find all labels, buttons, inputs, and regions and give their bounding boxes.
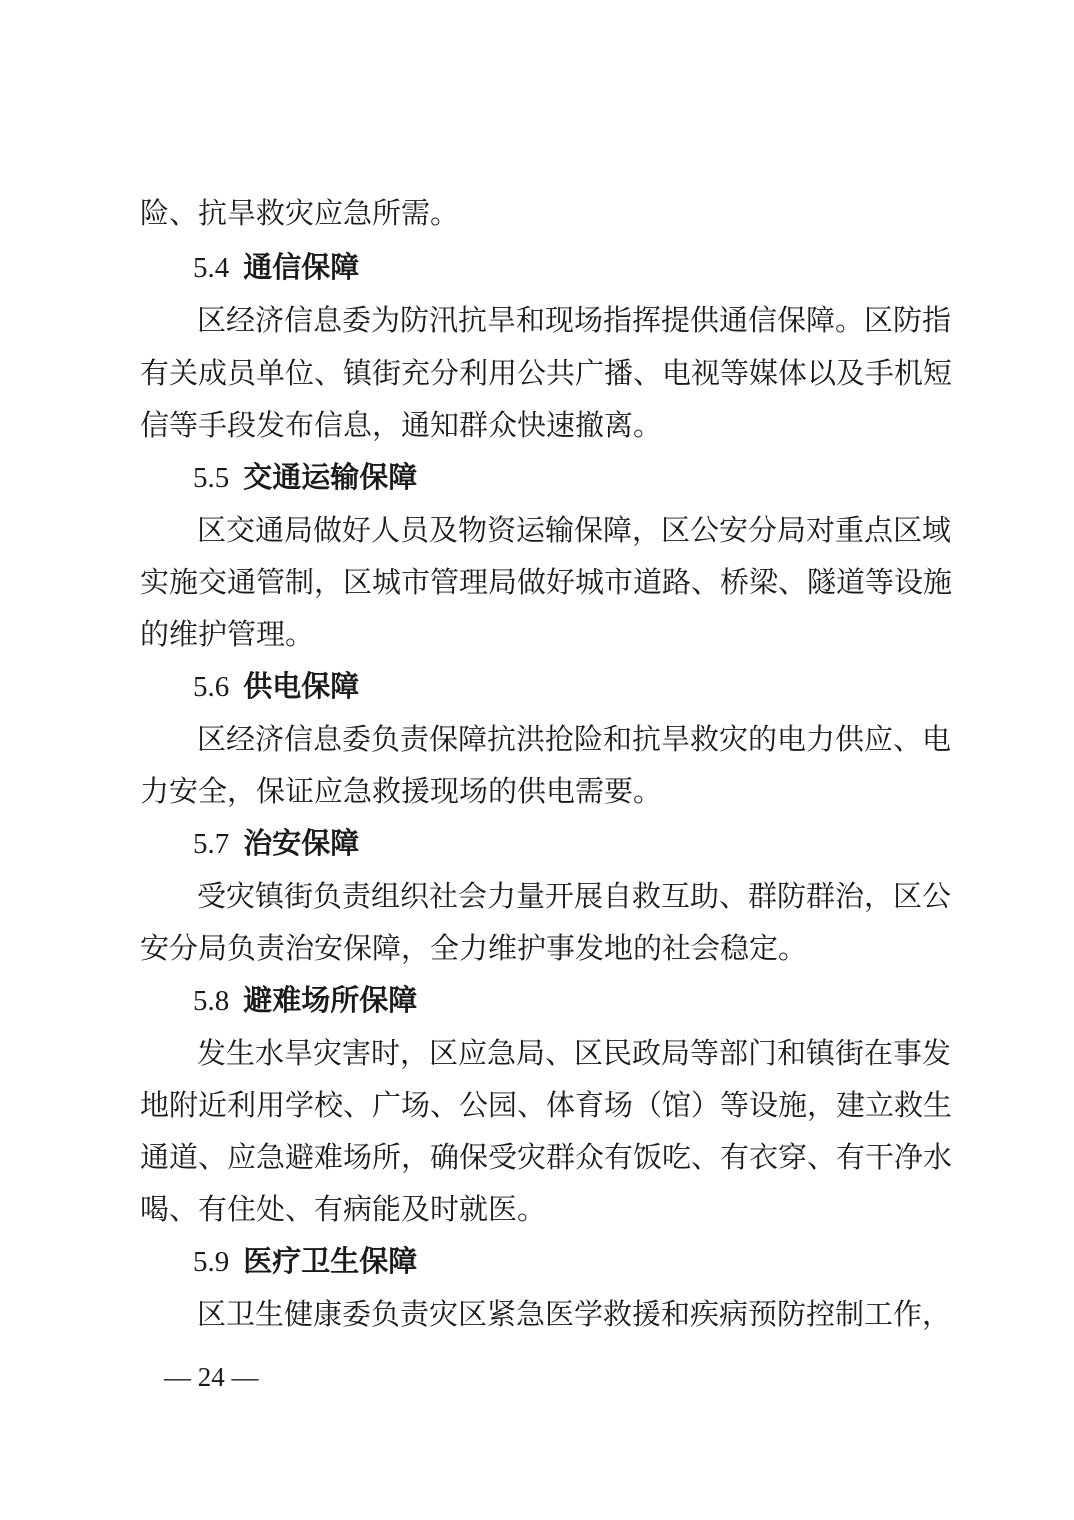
paragraph-line: 通道、应急避难场所，确保受灾群众有饭吃、有衣穿、有干净水	[140, 1140, 953, 1174]
section-title: 避难场所保障	[243, 983, 418, 1017]
section-title: 供电保障	[243, 669, 360, 703]
section-number: 5.9	[193, 1246, 230, 1278]
paragraph-line: 地附近利用学校、广场、公园、体育场（馆）等设施，建立救生	[140, 1088, 953, 1122]
paragraph-line: 区经济信息委负责保障抗洪抢险和抗旱救灾的电力供应、电	[197, 722, 952, 756]
section-heading-5-8	[193, 980, 993, 1020]
section-heading-5-9	[193, 1241, 993, 1281]
paragraph-line: 区卫生健康委负责灾区紧急医学救援和疾病预防控制工作，	[197, 1297, 952, 1331]
paragraph-line: 发生水旱灾害时，区应急局、区民政局等部门和镇街在事发	[197, 1036, 952, 1070]
section-number: 5.5	[193, 462, 230, 494]
section-title: 交通运输保障	[243, 460, 418, 494]
section-heading-5-7	[193, 823, 993, 863]
section-title: 治安保障	[243, 826, 360, 860]
paragraph-line: 安分局负责治安保障，全力维护事发地的社会稳定。	[140, 931, 808, 965]
page-number: — 24 —	[164, 1362, 259, 1392]
section-heading-5-6	[193, 666, 993, 706]
intro-tail-line: 险、抗旱救灾应急所需。	[140, 196, 460, 230]
paragraph-line: 区经济信息委为防汛抗旱和现场指挥提供通信保障。区防指	[197, 303, 952, 337]
section-number: 5.6	[193, 671, 230, 703]
section-title: 通信保障	[243, 250, 360, 284]
paragraph-line: 喝、有住处、有病能及时就医。	[140, 1192, 547, 1226]
paragraph-line: 信等手段发布信息，通知群众快速撤离。	[140, 408, 663, 442]
section-number: 5.7	[193, 828, 230, 860]
paragraph-line: 受灾镇街负责组织社会力量开展自救互助、群防群治，区公	[197, 879, 952, 913]
paragraph-line: 实施交通管制，区城市管理局做好城市道路、桥梁、隧道等设施	[140, 565, 953, 599]
section-heading-5-4	[193, 247, 993, 287]
section-number: 5.8	[193, 985, 230, 1017]
paragraph-line: 有关成员单位、镇街充分利用公共广播、电视等媒体以及手机短	[140, 356, 953, 390]
paragraph-line: 力安全，保证应急救援现场的供电需要。	[140, 774, 663, 808]
paragraph-line: 的维护管理。	[140, 617, 315, 651]
section-number: 5.4	[193, 252, 230, 284]
section-title: 医疗卫生保障	[243, 1244, 418, 1278]
section-heading-5-5	[193, 457, 993, 497]
paragraph-line: 区交通局做好人员及物资运输保障，区公安分局对重点区域	[197, 513, 952, 547]
